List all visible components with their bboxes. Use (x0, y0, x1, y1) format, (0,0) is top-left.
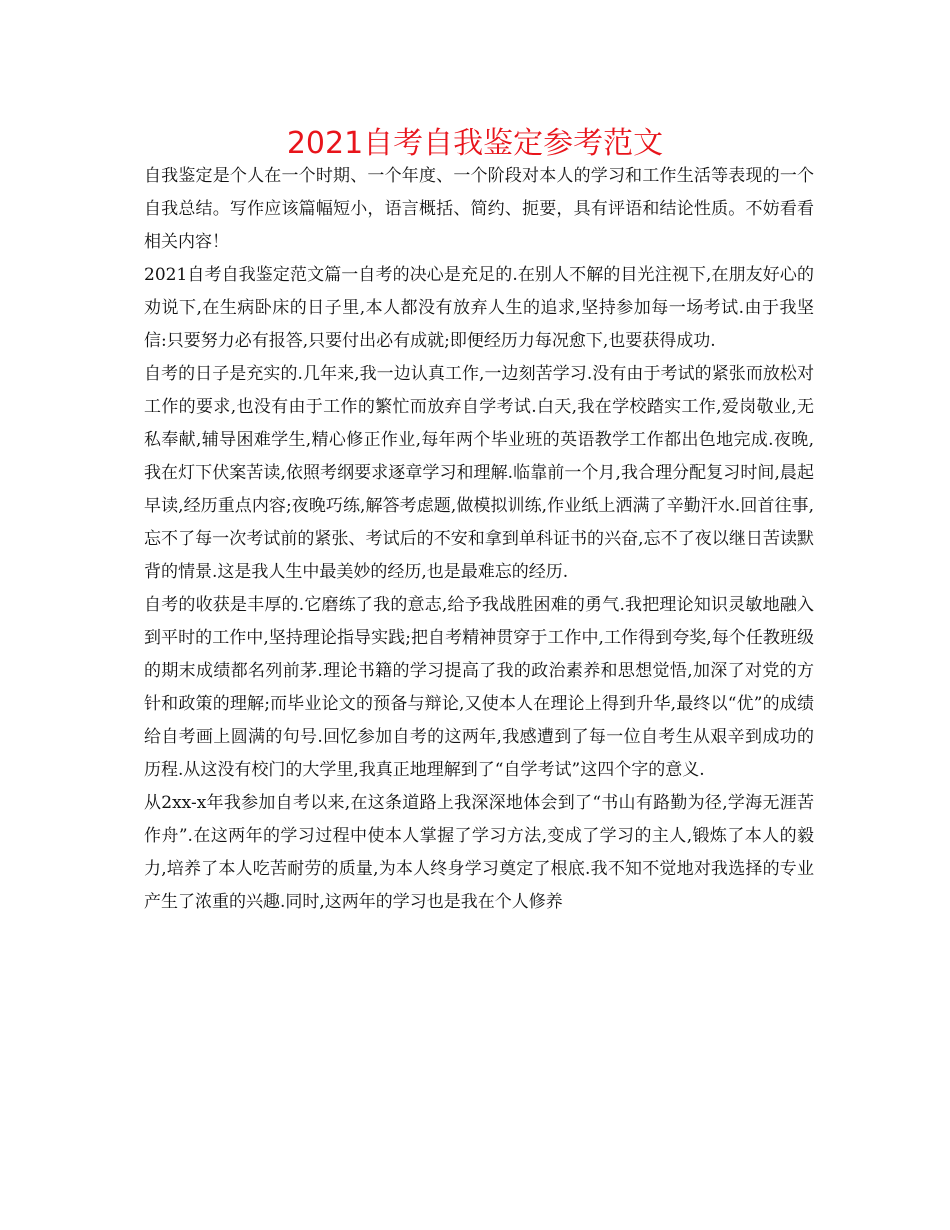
paragraph-harvest: 自考的收获是丰厚的.它磨练了我的意志,给予我战胜困难的勇气.我把理论知识灵敏地融入到平时的工作中,坚持理论指导实践;把自考精神贯穿于工作中,工作得到夸奖,每个任教班级的期末成绩都名列前茅.理论书籍的学习提高了我的政治素养和思想觉悟,加深了对党的方针和政策的理解;而毕业论文的预备与辩论,又使本人在理论上得到升华,最终以“优”的成绩给自考画上圆满的句号.回忆参加自考的这两年,我感遭到了每一位自考生从艰辛到成功的历程.从这没有校门的大学里,我真正地理解到了“自学考试”这四个字的意义. (144, 595, 814, 780)
paragraph-since-start: 从2xx-x年我参加自考以来,在这条道路上我深深地体会到了“书山有路勤为径,学海无涯苦作舟”.在这两年的学习过程中使本人掌握了学习方法,变成了学习的主人,锻炼了本人的毅力,培养了本人吃苦耐劳的质量,为本人终身学习奠定了根底.我不知不觉地对我选择的专业产生了浓重的兴趣.同时,这两年的学习也是我在个人修养 (144, 793, 814, 912)
document-body (144, 160, 814, 919)
paragraph-intro: 自我鉴定是个人在一个时期、一个年度、一个阶段对本人的学习和工作生活等表现的一个自我总结。写作应该篇幅短小，语言概括、简约、扼要，具有评语和结论性质。不妨看看相关内容！ (144, 166, 814, 252)
document-title: 2021自考自我鉴定参考范文 (286, 126, 664, 161)
paragraph-determination: 2021自考自我鉴定范文篇一自考的决心是充足的.在别人不解的目光注视下,在朋友好心的劝说下,在生病卧床的日子里,本人都没有放弃人生的追求,坚持参加每一场考试.由于我坚信:只要努力必有报答,只要付出必有成就;即便经历力每况愈下,也要获得成功. (144, 265, 814, 351)
paragraph-fulfilling-days: 自考的日子是充实的.几年来,我一边认真工作,一边刻苦学习.没有由于考试的紧张而放松对工作的要求,也没有由于工作的繁忙而放弃自学考试.白天,我在学校踏实工作,爱岗敬业,无私奉献,辅导困难学生,精心修正作业,每年两个毕业班的英语教学工作都出色地完成.夜晚,我在灯下伏案苦读,依照考纲要求逐章学习和理解.临靠前一个月,我合理分配复习时间,晨起早读,经历重点内容;夜晚巧练,解答考虑题,做模拟训练,作业纸上洒满了辛勤汗水.回首往事,忘不了每一次考试前的紧张、考试后的不安和拿到单科证书的兴奋,忘不了夜以继日苦读默背的情景.这是我人生中最美妙的经历,也是最难忘的经历. (144, 364, 814, 582)
